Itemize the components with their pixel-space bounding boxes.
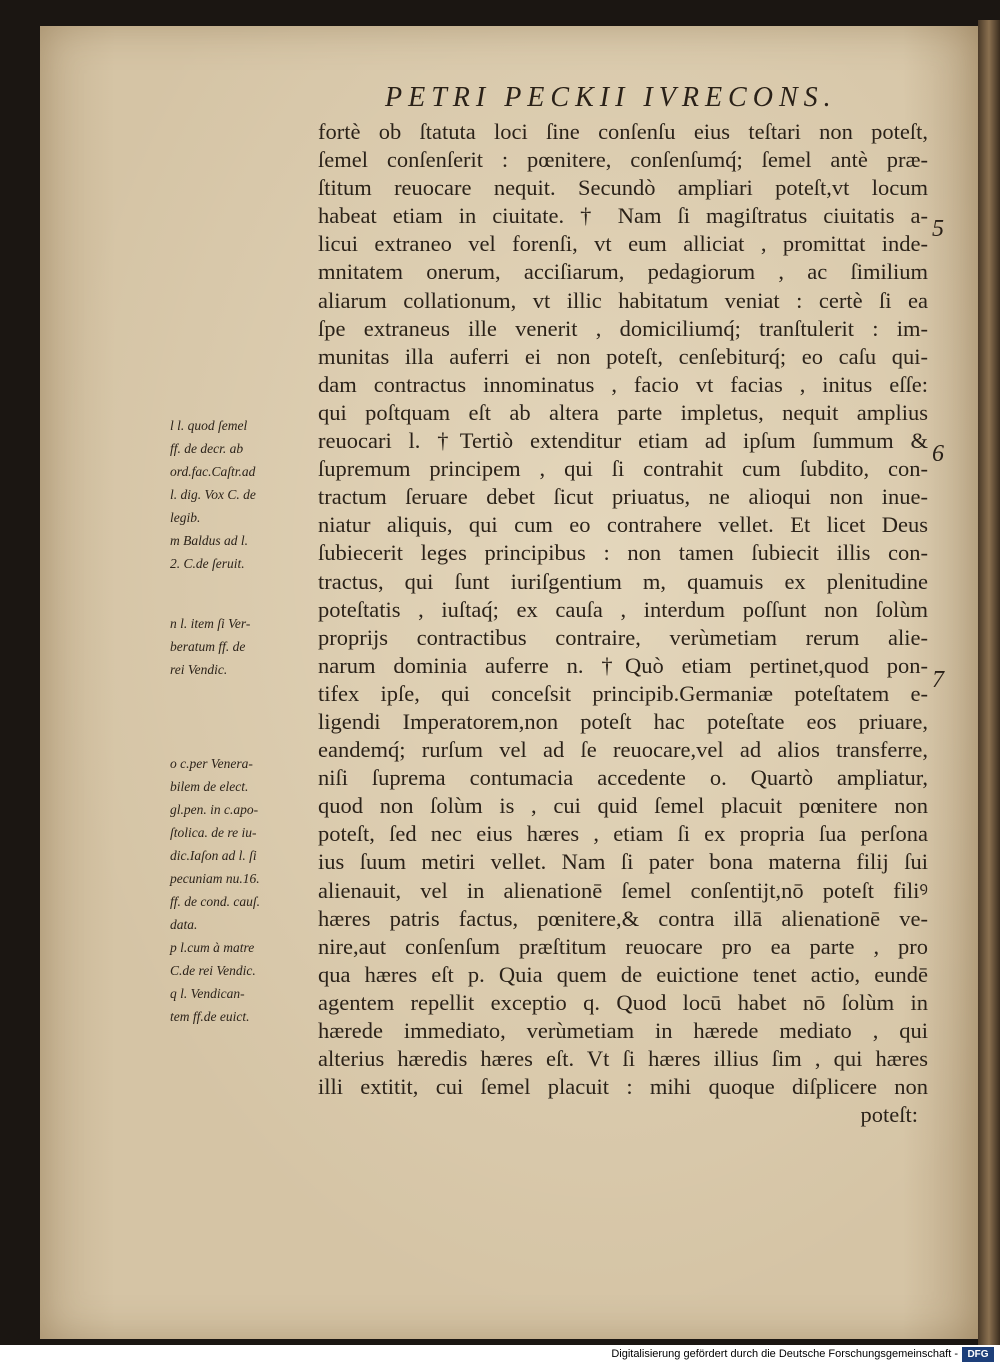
- running-header: PETRI PECKII IVRECONS.: [385, 82, 837, 113]
- text-line: poteſtatis , iuſtaq́; ex cauſa , interdum poſſunt non ſolùm: [318, 596, 928, 622]
- marginal-note-line: gl.pen. in c.apo-: [170, 802, 259, 817]
- marginal-note-line: m Baldus ad l.: [170, 533, 249, 548]
- text-line: ſupremum principem , qui ſi contrahit cum ſubdito, con-: [318, 456, 928, 482]
- marginal-note-line: o c.per Venera-: [170, 756, 253, 771]
- marginal-notes-o-q: [170, 752, 318, 1028]
- text-line: qui poſtquam eſt ab altera parte impletus, nequit amplius: [318, 399, 928, 425]
- margin-number-5: 5: [932, 216, 944, 242]
- marginal-note-line: bilem de elect.: [170, 779, 249, 794]
- text-line: proprijs contractibus contraire, verùmetiam rerum alie-: [318, 624, 928, 650]
- text-line: ſpe extraneus ille venerit , domiciliumq́; tranſtulerit : im-: [318, 315, 928, 341]
- marginal-note-line: n l. item ſi Ver-: [170, 616, 251, 631]
- text-line: ligendi Imperatorem,non poteſt hac poteſtate eos priuare,: [318, 708, 928, 734]
- footer-bar: [0, 1345, 1000, 1365]
- text-line: poteſt, ſed nec eius hæres , etiam ſi ex propria ſua perſona: [318, 821, 928, 847]
- text-line: alterius hæredis hæres eſt. Vt ſi hæres illius ſim , qui hæres: [318, 1046, 928, 1072]
- text-line: licui extraneo vel forenſi, vt eum alliciat , promittat inde-: [318, 231, 928, 257]
- text-line: ſubiecerit leges principibus : non tamen ſubiecit illis con-: [318, 540, 928, 566]
- marginal-note-line: 2. C.de ſeruit.: [170, 556, 245, 571]
- marginal-notes-n: [170, 612, 318, 681]
- text-line: poteſt:: [860, 1102, 918, 1128]
- marginal-note-line: pecuniam nu.16.: [170, 871, 260, 886]
- text-line: tifex ipſe, qui conceſsit principib.Germaniæ poteſtatem e-: [318, 680, 928, 706]
- marginal-note-line: rei Vendic.: [170, 662, 228, 677]
- marginal-note-line: C.de rei Vendic.: [170, 963, 256, 978]
- margin-number-7: 7: [932, 667, 944, 693]
- marginal-note-line: p l.cum à matre: [170, 940, 255, 955]
- marginal-note-line: l. dig. Vox C. de: [170, 487, 256, 502]
- text-line: quod non ſolùm is , cui quid ſemel placuit pœnitere non: [318, 793, 928, 819]
- marginal-note-line: ff. de cond. cauſ.: [170, 894, 260, 909]
- text-line: illi extitit, cui ſemel placuit : mihi quoque diſplicere non: [318, 1074, 928, 1100]
- marginal-note-line: legib.: [170, 510, 201, 525]
- text-line: eandemq́; rurſum vel ad ſe reuocare,vel ad alios transferre,: [318, 737, 928, 763]
- text-line: niſi ſuprema contumacia accedente o. Quartò ampliatur,: [318, 765, 928, 791]
- text-line: tractum ſeruare debet ſicut priuatus, ne alioqui non inue-: [318, 484, 928, 510]
- main-text-block: [318, 118, 928, 1129]
- margin-number-6: 6: [932, 441, 944, 467]
- text-line: hærede immediato, verùmetiam in hærede mediato , qui: [318, 1018, 928, 1043]
- text-line: mnitatem onerum, acciſiarum, pedagiorum , ac ſimilium: [318, 259, 928, 285]
- text-line: nire,aut conſenſum præſtitum reuocare pro ea parte , pro: [318, 933, 928, 959]
- text-line: ſtitum reuocare nequit. Secundò ampliari poteſt,vt locum: [318, 175, 928, 201]
- text-line: habeat etiam in ciuitate. † Nam ſi magiſtratus ciuitatis a-: [318, 203, 928, 229]
- text-line: aliarum collationum, vt illic habitatum veniat : certè ſi ea: [318, 287, 928, 313]
- text-line: alienauit, vel in alienationē ſemel conſentijt,nō poteſt filiꝰ: [318, 877, 928, 903]
- text-line: tractus, qui ſunt iuriſgentium m, quamuis ex plenitudine: [318, 568, 928, 594]
- marginal-note-line: ord.fac.Caſtr.ad: [170, 464, 256, 479]
- dfg-logo: DFG: [962, 1347, 994, 1362]
- text-line: niatur aliquis, qui cum eo contrahere vellet. Et licet Deus: [318, 512, 928, 538]
- book-spine-edge: [978, 20, 1000, 1345]
- text-line: dam contractus innominatus , facio vt facias , initus eſſe:: [318, 371, 928, 397]
- marginal-note-line: q l. Vendican-: [170, 986, 245, 1001]
- marginal-note-line: dic.Iaſon ad l. ſi: [170, 848, 257, 863]
- footer-credit: Digitalisierung gefördert durch die Deutsche Forschungsgemeinschaft -: [611, 1348, 958, 1360]
- text-line: narum dominia auferre n. †Quò etiam pertinet,quod pon-: [318, 652, 928, 678]
- text-line: ius ſuum metiri vellet. Nam ſi pater bona materna filij ſui: [318, 849, 928, 875]
- marginal-note-line: l l. quod ſemel: [170, 418, 248, 433]
- marginal-note-line: beratum ff. de: [170, 639, 246, 654]
- marginal-note-line: ff. de decr. ab: [170, 441, 244, 456]
- marginal-note-line: tem ff.de euict.: [170, 1009, 250, 1024]
- text-line: qua hæres eſt p. Quia quem de euictione tenet actio, eundē: [318, 961, 928, 987]
- text-line: munitas illa auferri ei non poteſt, cenſebiturq́; eo caſu qui-: [318, 343, 928, 369]
- text-line: reuocari l. †Tertiò extenditur etiam ad ipſum ſummum &: [318, 428, 928, 454]
- text-line: hæres patris factus, pœnitere,& contra illā alienationē ve-: [318, 905, 928, 931]
- text-line: fortè ob ſtatuta loci ſine conſenſu eius teſtari non poteſt,: [318, 119, 928, 144]
- text-line: ſemel conſenſerit : pœnitere, conſenſumq́; ſemel antè præ-: [318, 147, 928, 173]
- marginal-note-line: data.: [170, 917, 198, 932]
- marginal-notes-l-m: [170, 414, 318, 575]
- marginal-note-line: ſtolica. de re iu-: [170, 825, 257, 840]
- text-line: agentem repellit exceptio q. Quod locū habet nō ſolùm in: [318, 989, 928, 1015]
